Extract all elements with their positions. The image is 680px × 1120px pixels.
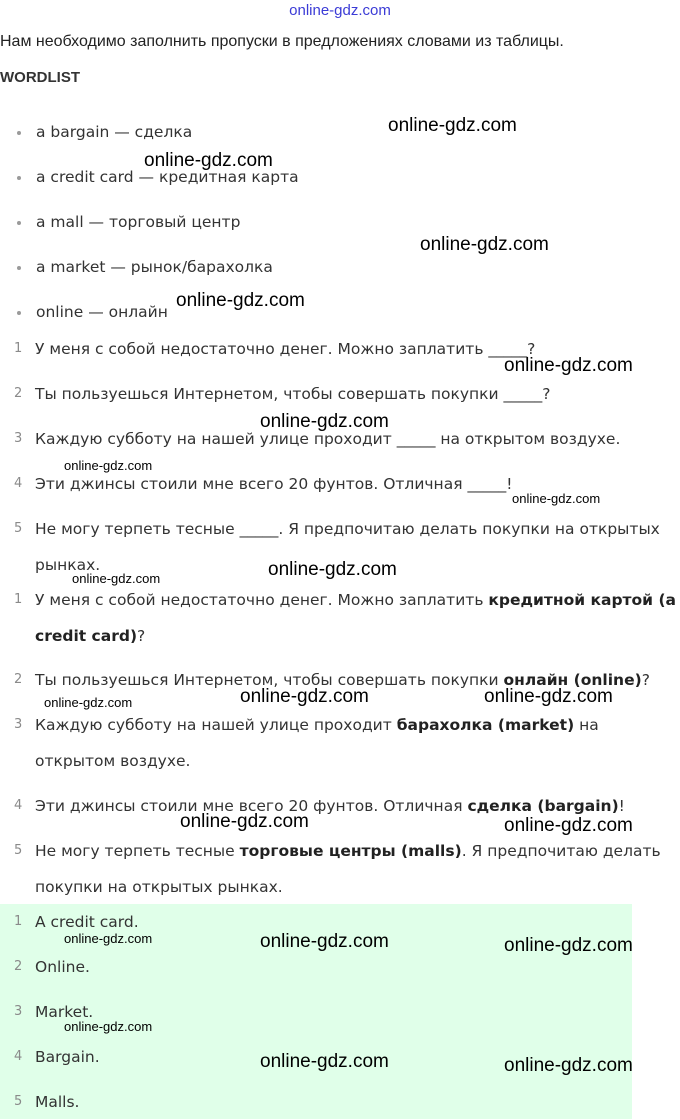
- wordlist-item: [17, 303, 657, 327]
- watermark: online-gdz.com: [72, 571, 161, 586]
- bullet-dot-icon: [17, 221, 21, 225]
- answer-text: Malls.: [35, 1093, 80, 1111]
- translation-text: Не могу терпеть тесные торговые центры (malls). Я предпочитаю делать покупки на открытых рынках.: [35, 842, 661, 896]
- watermark: online-gdz.com: [64, 458, 153, 473]
- item-number: 5: [14, 521, 23, 536]
- item-number: 2: [14, 672, 23, 687]
- wordlist-heading: WORDLIST: [0, 69, 80, 86]
- item-number: 4: [14, 1049, 23, 1064]
- answer-highlight: барахолка (market): [396, 716, 575, 734]
- item-number: 1: [14, 341, 23, 356]
- wordlist-item-text: a mall — торговый центр: [36, 213, 241, 231]
- watermark: online-gdz.com: [240, 686, 369, 707]
- answer-highlight: онлайн (online): [503, 671, 642, 689]
- watermark: online-gdz.com: [420, 234, 549, 255]
- answer-highlight: торговые центры (malls): [239, 842, 462, 860]
- wordlist-item-text: online — онлайн: [36, 303, 168, 321]
- watermark: online-gdz.com: [504, 815, 633, 836]
- watermark: online-gdz.com: [504, 935, 633, 956]
- translation-text: Каждую субботу на нашей улице проходит барахолка (market) на открытом воздухе.: [35, 716, 599, 770]
- item-number: 3: [14, 431, 23, 446]
- answer-highlight: сделка (bargain): [467, 797, 619, 815]
- answer-text: Bargain.: [35, 1048, 100, 1066]
- watermark: online-gdz.com: [64, 1019, 153, 1034]
- watermark: online-gdz.com: [268, 559, 397, 580]
- item-number: 5: [14, 843, 23, 858]
- task-item: [14, 376, 680, 412]
- bullet-dot-icon: [17, 311, 21, 315]
- watermark: online-gdz.com: [176, 290, 305, 311]
- bullet-dot-icon: [17, 131, 21, 135]
- wordlist-item: [17, 168, 657, 192]
- watermark: online-gdz.com: [260, 1051, 389, 1072]
- translation-text: У меня с собой недостаточно денег. Можно заплатить кредитной картой (a credit card)?: [35, 591, 676, 645]
- item-number: 2: [14, 959, 23, 974]
- item-number: 4: [14, 798, 23, 813]
- intro-text: Нам необходимо заполнить пропуски в предложениях словами из таблицы.: [0, 33, 564, 50]
- answer-item: [14, 1084, 680, 1120]
- task-text: У меня с собой недостаточно денег. Можно заплатить _____?: [35, 340, 536, 358]
- wordlist-item-text: a credit card — кредитная карта: [36, 168, 299, 186]
- bullet-dot-icon: [17, 266, 21, 270]
- item-number: 5: [14, 1094, 23, 1109]
- wordlist-item: [17, 213, 657, 237]
- item-number: 1: [14, 592, 23, 607]
- translation-item: [14, 707, 680, 779]
- translation-text: Эти джинсы стоили мне всего 20 фунтов. Отличная сделка (bargain)!: [35, 797, 625, 815]
- wordlist-item: [17, 123, 657, 147]
- watermark: online-gdz.com: [260, 411, 389, 432]
- answer-text: Online.: [35, 958, 90, 976]
- answer-text: A credit card.: [35, 913, 139, 931]
- item-number: 2: [14, 386, 23, 401]
- item-number: 4: [14, 476, 23, 491]
- watermark: online-gdz.com: [44, 695, 133, 710]
- watermark: online-gdz.com: [388, 115, 517, 136]
- watermark: online-gdz.com: [484, 686, 613, 707]
- watermark: online-gdz.com: [144, 150, 273, 171]
- watermark: online-gdz.com: [504, 355, 633, 376]
- item-number: 1: [14, 914, 23, 929]
- wordlist-item-text: a market — рынок/барахолка: [36, 258, 273, 276]
- watermark: online-gdz.com: [504, 1055, 633, 1076]
- task-text: Не могу терпеть тесные _____. Я предпочитаю делать покупки на открытых рынках.: [35, 520, 660, 574]
- translation-item: [14, 833, 680, 905]
- wordlist-item-text: a bargain — сделка: [36, 123, 193, 141]
- task-text: Ты пользуешься Интернетом, чтобы совершать покупки _____?: [35, 385, 551, 403]
- item-number: 3: [14, 1004, 23, 1019]
- answer-highlight: кредитной картой (a credit card): [35, 591, 676, 645]
- task-text: Эти джинсы стоили мне всего 20 фунтов. Отличная _____!: [35, 475, 513, 493]
- watermark: online-gdz.com: [180, 811, 309, 832]
- site-header-logo[interactable]: online-gdz.com: [289, 2, 391, 19]
- translation-item: [14, 582, 680, 654]
- answer-text: Market.: [35, 1003, 94, 1021]
- task-text: Каждую субботу на нашей улице проходит _____ на открытом воздухе.: [35, 430, 621, 448]
- item-number: 3: [14, 717, 23, 732]
- bullet-dot-icon: [17, 176, 21, 180]
- watermark: online-gdz.com: [260, 931, 389, 952]
- wordlist-item: [17, 258, 657, 282]
- translation-text: Ты пользуешься Интернетом, чтобы совершать покупки онлайн (online)?: [35, 671, 650, 689]
- watermark: online-gdz.com: [64, 931, 153, 946]
- watermark: online-gdz.com: [512, 491, 601, 506]
